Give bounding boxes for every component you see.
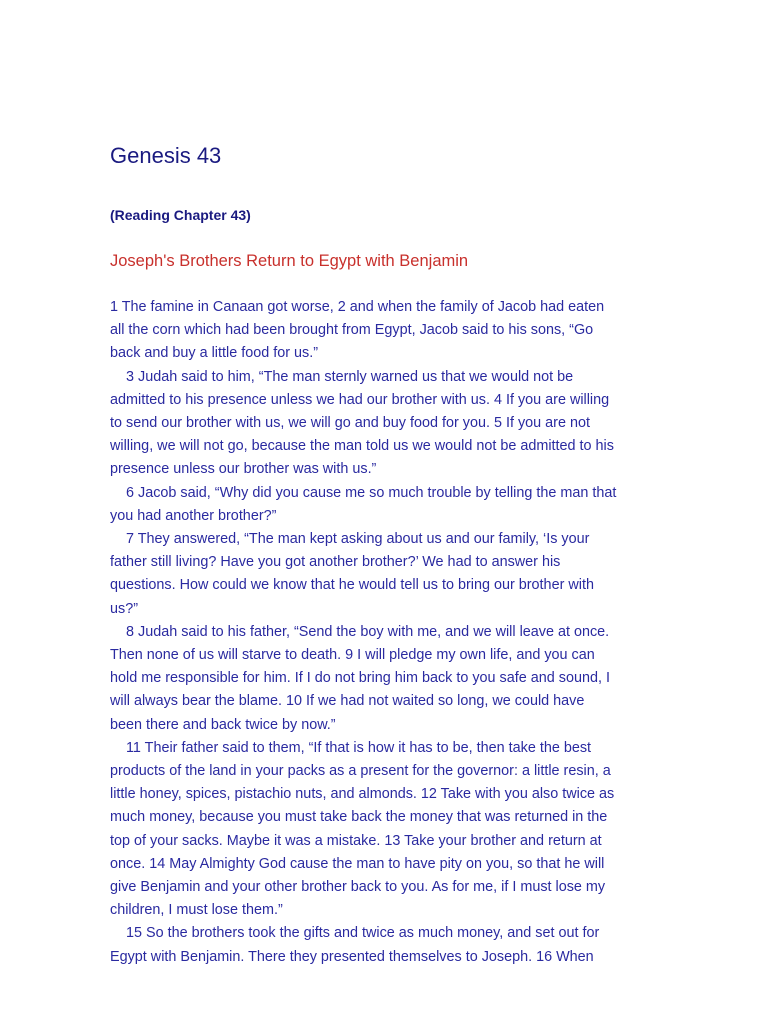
- text-line: 15 So the brothers took the gifts and twice as much money, and set out for: [126, 925, 600, 942]
- section-heading: Joseph's Brothers Return to Egypt with Benjamin: [110, 252, 469, 270]
- text-line: admitted to his presence unless we had our brother with us. 4 If you are willing: [110, 391, 610, 408]
- text-line: top of your sacks. Maybe it was a mistake. 13 Take your brother and return at: [110, 832, 602, 849]
- text-line: all the corn which had been brought from Egypt, Jacob said to his sons, “Go: [110, 322, 594, 339]
- text-line: give Benjamin and your other brother back to you. As for me, if I must lose my: [110, 879, 606, 896]
- text-line: presence unless our brother was with us.”: [110, 461, 377, 478]
- text-line: will always bear the blame. 10 If we had not waited so long, we could have: [110, 693, 585, 710]
- paragraph: [110, 922, 655, 968]
- paragraph: [110, 482, 655, 528]
- page-title: Genesis 43: [110, 143, 222, 168]
- text-line: father still living? Have you got another brother?’ We had to answer his: [110, 554, 561, 571]
- text-line: been there and back twice by now.”: [110, 716, 336, 733]
- paragraph: [110, 296, 655, 366]
- text-line: once. 14 May Almighty God cause the man to have pity on you, so that he will: [110, 855, 605, 872]
- text-line: questions. How could we know that he would tell us to bring our brother with: [110, 577, 594, 594]
- text-line: you had another brother?”: [110, 507, 277, 524]
- body-text: [110, 296, 655, 969]
- text-line: 6 Jacob said, “Why did you cause me so much trouble by telling the man that: [126, 484, 617, 501]
- text-line: 1 The famine in Canaan got worse, 2 and when the family of Jacob had eaten: [110, 299, 605, 315]
- text-line: products of the land in your packs as a present for the governor: a little resin, a: [110, 763, 611, 780]
- text-line: Then none of us will starve to death. 9 I will pledge my own life, and you can: [110, 647, 595, 664]
- text-line: 3 Judah said to him, “The man sternly warned us that we would not be: [126, 368, 574, 385]
- text-line: little honey, spices, pistachio nuts, and almonds. 12 Take with you also twice as: [110, 786, 615, 803]
- paragraph: [110, 621, 655, 737]
- paragraph: [110, 737, 655, 923]
- text-line: willing, we will not go, because the man told us we would not be admitted to his: [110, 438, 614, 455]
- reading-chapter-subtitle: (Reading Chapter 43): [110, 207, 251, 223]
- text-line: to send our brother with us, we will go and buy food for you. 5 If you are not: [110, 415, 590, 432]
- text-line: hold me responsible for him. If I do not bring him back to you safe and sound, I: [110, 670, 610, 687]
- text-line: us?”: [110, 600, 138, 617]
- text-line: back and buy a little food for us.”: [110, 345, 318, 362]
- text-line: 8 Judah said to his father, “Send the boy with me, and we will leave at once.: [126, 623, 610, 640]
- paragraph: [110, 528, 655, 621]
- paragraph: [110, 366, 655, 482]
- text-line: 11 Their father said to them, “If that is how it has to be, then take the best: [126, 739, 592, 756]
- text-line: children, I must lose them.”: [110, 902, 283, 919]
- text-line: Egypt with Benjamin. There they presented themselves to Joseph. 16 When: [110, 948, 594, 965]
- text-line: much money, because you must take back the money that was returned in the: [110, 809, 608, 826]
- text-line: 7 They answered, “The man kept asking about us and our family, ‘Is your: [126, 531, 590, 548]
